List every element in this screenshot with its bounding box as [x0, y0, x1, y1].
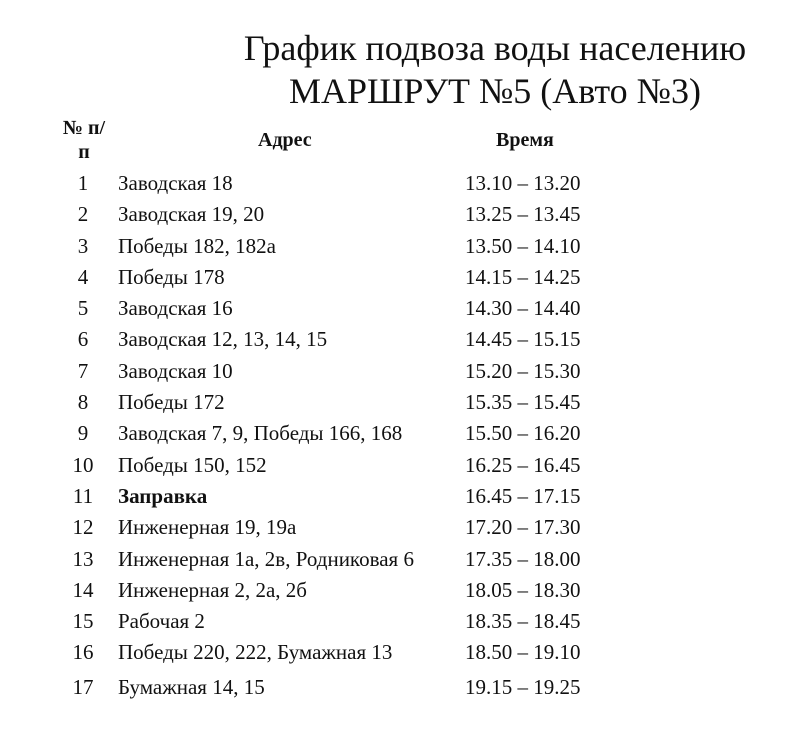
row-address: Заводская 7, 9, Победы 166, 168 [118, 421, 403, 446]
row-time: 17.20 – 17.30 [465, 515, 581, 540]
row-address: Инженерная 1а, 2в, Родниковая 6 [118, 546, 414, 571]
row-address: Победы 220, 222, Бумажная 13 [118, 640, 393, 665]
row-number: 2 [77, 202, 89, 227]
row-address: Заправка [118, 483, 208, 508]
row-time: 13.25 – 13.45 [465, 202, 581, 227]
header-number-line-2: п [78, 141, 90, 163]
row-address: Заводская 19, 20 [118, 202, 265, 227]
row-number: 8 [77, 390, 89, 415]
row-time: 18.05 – 18.30 [465, 577, 581, 602]
row-time: 16.25 – 16.45 [465, 452, 581, 477]
row-time: 17.35 – 18.00 [465, 546, 581, 571]
row-number: 1 [77, 171, 89, 195]
row-number: 16 [72, 640, 94, 665]
table-row [0, 199, 800, 230]
row-number: 5 [77, 296, 89, 321]
row-address: Заводская 16 [118, 296, 233, 321]
row-number: 4 [77, 264, 89, 289]
table-row [0, 168, 800, 199]
table-row [0, 262, 800, 293]
header-time: Время [496, 129, 554, 151]
table-row [0, 544, 800, 575]
header-address: Адрес [258, 129, 312, 151]
row-time: 15.35 – 15.45 [465, 390, 581, 415]
row-time: 15.20 – 15.30 [465, 358, 581, 383]
header-number [56, 116, 112, 164]
row-number: 10 [72, 452, 94, 477]
row-number: 9 [77, 421, 89, 446]
row-address: Рабочая 2 [118, 609, 205, 634]
row-address: Заводская 10 [118, 358, 233, 383]
table-row [0, 450, 800, 481]
row-time: 15.50 – 16.20 [465, 421, 581, 446]
row-number: 17 [72, 674, 94, 699]
table-row [0, 575, 800, 606]
row-number: 11 [72, 483, 94, 508]
row-number: 7 [77, 358, 89, 383]
row-address: Бумажная 14, 15 [118, 674, 265, 699]
row-address: Инженерная 2, 2а, 2б [118, 577, 307, 602]
row-address: Заводская 18 [118, 171, 233, 195]
row-time: 19.15 – 19.25 [465, 674, 581, 699]
schedule-table [0, 168, 800, 703]
table-row [0, 418, 800, 449]
row-time: 13.50 – 14.10 [465, 233, 581, 258]
document-title-line-2: МАРШРУТ №5 (Авто №3) [289, 71, 701, 111]
table-row [0, 324, 800, 355]
row-address: Инженерная 19, 19а [118, 515, 297, 540]
row-number: 15 [72, 609, 94, 634]
table-row [0, 481, 800, 512]
document-title-line-1: График подвоза воды населению [243, 28, 747, 68]
row-number: 12 [72, 515, 94, 540]
table-row [0, 672, 800, 703]
table-row [0, 606, 800, 637]
row-time: 14.45 – 15.15 [465, 327, 581, 352]
table-row [0, 637, 800, 668]
row-number: 14 [72, 577, 94, 602]
table-row [0, 356, 800, 387]
table-row [0, 512, 800, 543]
row-address: Победы 178 [118, 264, 225, 289]
table-row [0, 293, 800, 324]
row-address: Победы 150, 152 [118, 452, 267, 477]
row-time: 13.10 – 13.20 [465, 171, 581, 195]
row-number: 3 [77, 233, 89, 258]
row-time: 18.50 – 19.10 [465, 640, 581, 665]
row-address: Победы 182, 182а [118, 233, 276, 258]
row-number: 6 [77, 327, 89, 352]
row-time: 18.35 – 18.45 [465, 609, 581, 634]
row-address: Заводская 12, 13, 14, 15 [118, 327, 328, 352]
row-time: 14.15 – 14.25 [465, 264, 581, 289]
table-row [0, 387, 800, 418]
row-address: Победы 172 [118, 390, 225, 415]
row-time: 16.45 – 17.15 [465, 483, 581, 508]
header-number-line-1: № п/ [62, 117, 106, 139]
row-number: 13 [72, 546, 94, 571]
row-time: 14.30 – 14.40 [465, 296, 581, 321]
table-row [0, 231, 800, 262]
